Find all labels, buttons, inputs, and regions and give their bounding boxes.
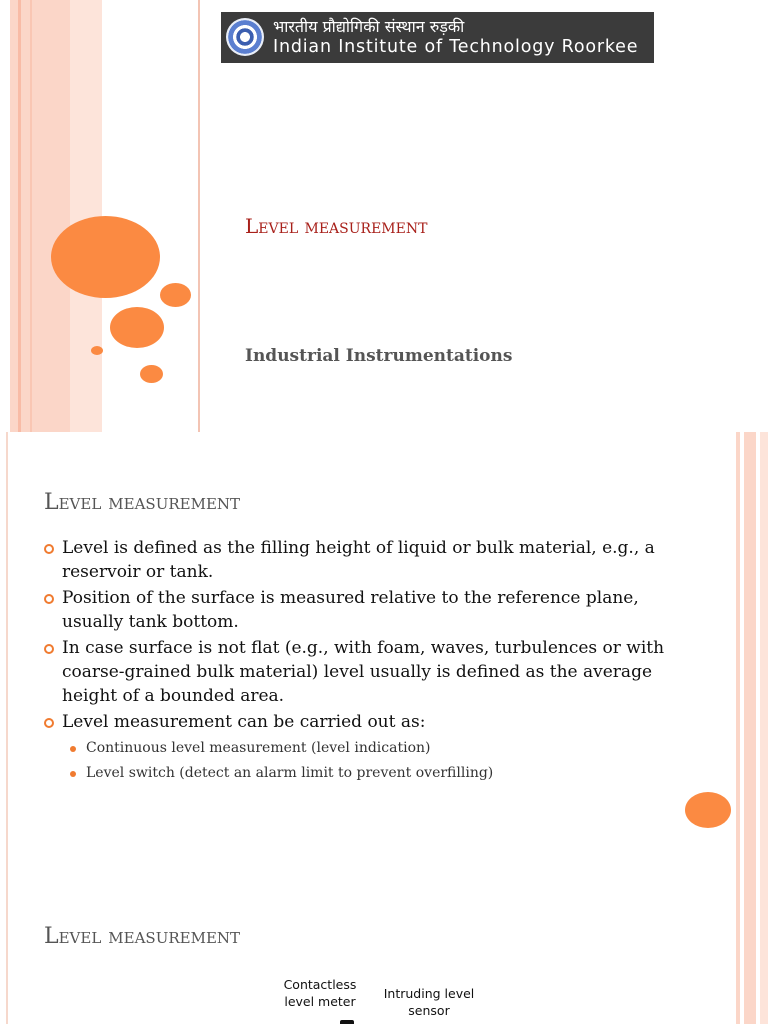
institute-logo-banner	[221, 12, 654, 63]
bullet-list	[44, 536, 684, 788]
decorative-stripe	[736, 432, 740, 866]
bullet-item: In case surface is not flat (e.g., with foam, waves, turbulences or with coarse-grained bulk material) level usually is defined as the average height of a bounded area.	[44, 636, 684, 708]
sub-bullet-item: Level switch (detect an alarm limit to prevent overfilling)	[70, 761, 684, 786]
decorative-stripe	[760, 866, 768, 1024]
decorative-circle	[91, 346, 103, 355]
logo-hindi-text: भारतीय प्रौद्योगिकी संस्थान रुड़की	[273, 17, 465, 36]
content-slide	[0, 432, 768, 866]
slide-title: Level measurement	[44, 924, 241, 949]
decorative-circle	[51, 216, 160, 298]
intruding-sensor-label: Intruding level sensor	[383, 986, 475, 1018]
logo-english-text: Indian Institute of Technology Roorkee	[273, 37, 639, 57]
diagram-slide	[0, 866, 768, 1024]
decorative-circle	[160, 283, 191, 307]
slide-title: Level measurement	[44, 490, 241, 515]
decorative-stripe	[6, 866, 8, 1024]
decorative-stripe	[760, 432, 768, 866]
slide-title: Level measurement	[245, 214, 428, 238]
decorative-stripe	[6, 432, 8, 866]
slide-subtitle: Industrial Instrumentations	[245, 346, 513, 366]
decorative-stripe	[18, 0, 21, 432]
bullet-item: Level is defined as the filling height of liquid or bulk material, e.g., a reservoir or tank.	[44, 536, 684, 584]
bullet-item: Position of the surface is measured relative to the reference plane, usually tank bottom.	[44, 586, 684, 634]
decorative-circle	[140, 365, 163, 383]
contactless-meter-label: Contactless level meter	[283, 977, 357, 1009]
sub-bullet-list	[70, 736, 684, 786]
sensor-device-icon	[340, 1020, 354, 1024]
decorative-stripe	[30, 0, 32, 432]
title-slide	[0, 0, 768, 432]
decorative-circle	[685, 792, 731, 828]
bullet-text: Level measurement can be carried out as:	[62, 712, 426, 732]
sub-bullet-item: Continuous level measurement (level indication)	[70, 736, 684, 761]
decorative-stripe	[744, 866, 756, 1024]
decorative-stripe	[744, 432, 756, 866]
decorative-circle	[110, 307, 164, 348]
institute-seal-icon	[226, 18, 264, 56]
decorative-stripe	[198, 0, 200, 432]
decorative-stripe	[736, 866, 740, 1024]
bullet-item	[44, 710, 684, 786]
